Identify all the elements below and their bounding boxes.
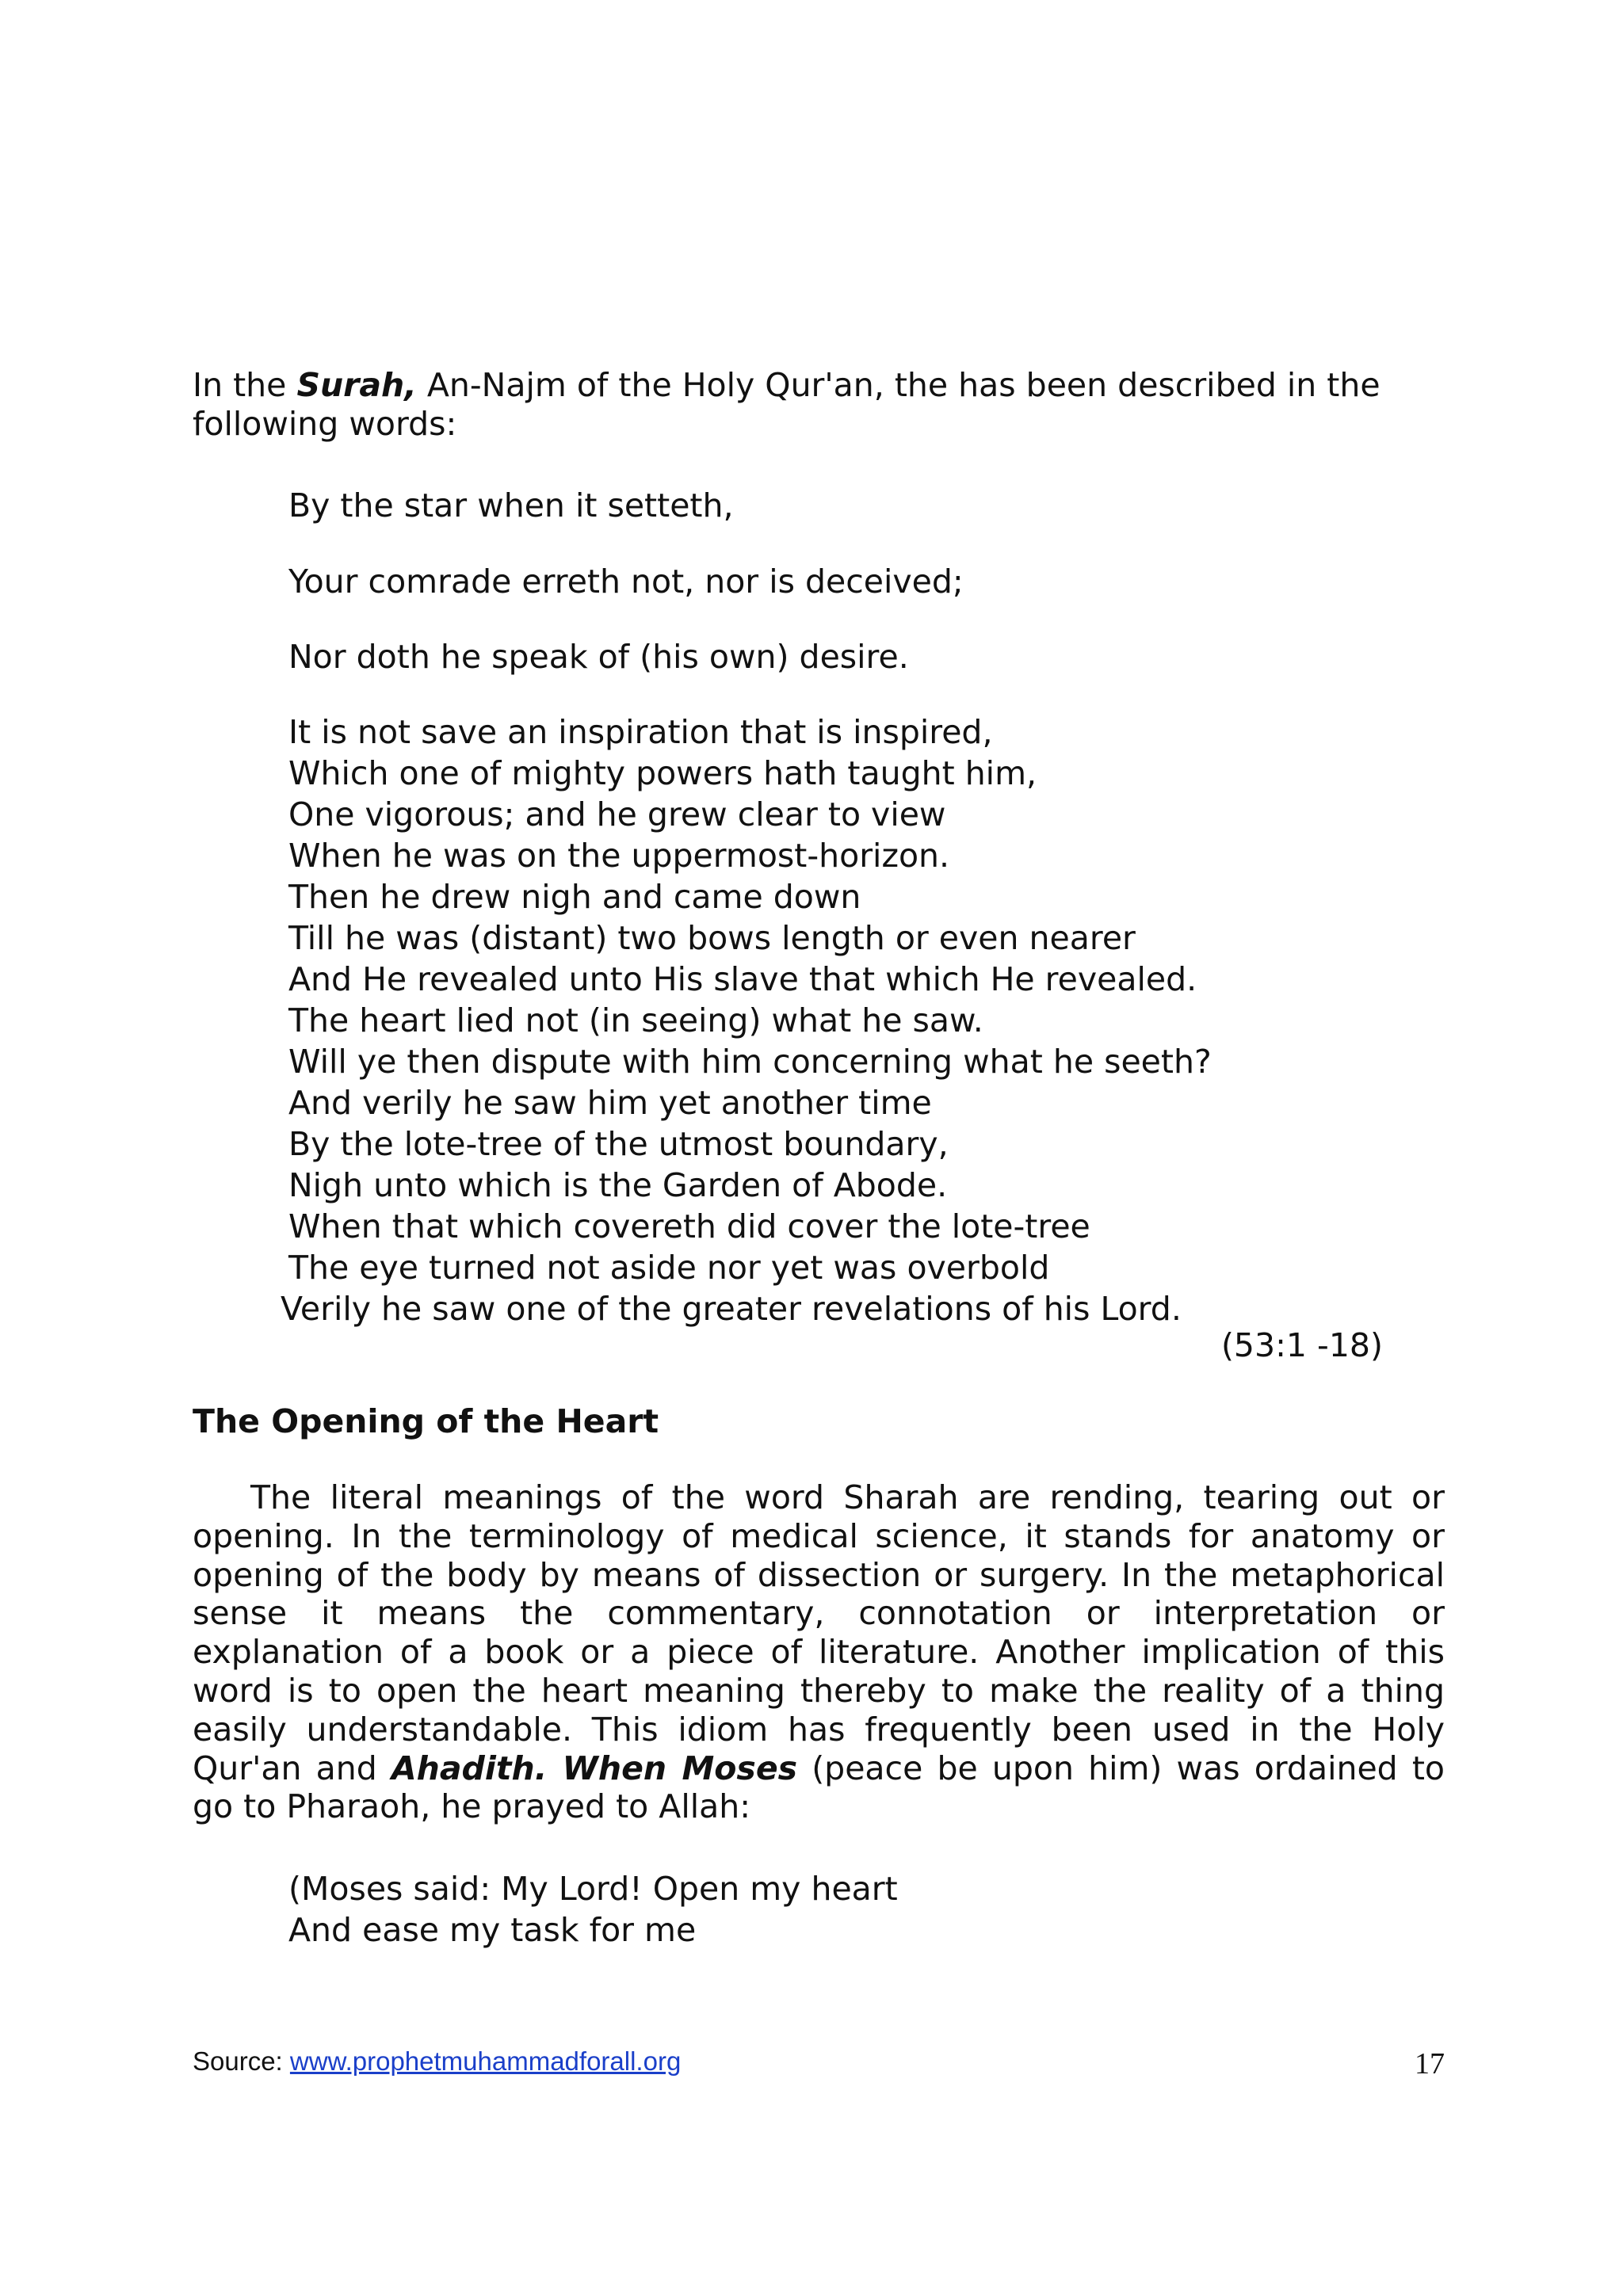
paragraph-emphasis: Ahadith. When Moses	[391, 1749, 798, 1787]
quote-line: (Moses said: My Lord! Open my heart	[288, 1870, 898, 1908]
verse-line: When that which covereth did cover the lote-tree	[288, 1207, 1090, 1245]
verse-line: By the star when it setteth,	[288, 486, 734, 524]
intro-paragraph	[193, 366, 1445, 444]
surah-term: Surah,	[296, 366, 417, 404]
verse-line: The heart lied not (in seeing) what he saw.	[288, 1001, 983, 1039]
verse-line: Your comrade erreth not, nor is deceived;	[288, 563, 964, 601]
verse-line: By the lote-tree of the utmost boundary,	[288, 1125, 949, 1163]
intro-prefix: In the	[193, 366, 297, 404]
body-paragraph	[193, 1478, 1445, 1826]
verse-line: And verily he saw him yet another time	[288, 1084, 932, 1122]
page-number: 17	[1415, 2047, 1445, 2081]
verse-line: Will ye then dispute with him concerning what he seeth?	[288, 1043, 1212, 1081]
section-heading: The Opening of the Heart	[193, 1402, 659, 1440]
moses-quote	[288, 1868, 898, 1951]
verse-line: Which one of mighty powers hath taught him,	[288, 754, 1037, 792]
verse-line: One vigorous; and he grew clear to view	[288, 795, 946, 833]
quote-line: And ease my task for me	[288, 1911, 697, 1949]
verse-line: Verily he saw one of the greater revelations of his Lord.	[281, 1290, 1182, 1328]
verse-line: When he was on the uppermost-horizon.	[288, 837, 950, 875]
verse-block	[281, 711, 1212, 1329]
source-label: Source:	[193, 2046, 290, 2076]
source-credit	[193, 2044, 681, 2079]
intro-rest: An-Najm of the Holy Qur'an, the has been described in the following words:	[193, 366, 1381, 443]
verse-line: Nigh unto which is the Garden of Abode.	[288, 1166, 948, 1204]
verse-line: It is not save an inspiration that is inspired,	[288, 713, 993, 751]
source-link[interactable]: www.prophetmuhammadforall.org	[289, 2046, 682, 2076]
verse-line: And He revealed unto His slave that which He revealed.	[288, 960, 1197, 998]
verse-reference: (53:1 -18)	[1220, 1326, 1383, 1364]
verse-line: Then he drew nigh and came down	[288, 878, 861, 916]
paragraph-part1: The literal meanings of the word Sharah are rending, tearing out or opening. In the terminology of medical science, it stands for anatomy or opening of the body by means of dissection or surgery. In the metaphorical sense it means the commentary, connotation or interpretation or explanation of a book or a piece of literature. Another implication of this word is to open the heart meaning thereby to make the reality of a thing easily understandable. This idiom has frequently been used in the Holy Qur'an and	[193, 1478, 1445, 1787]
verse-line: Till he was (distant) two bows length or even nearer	[288, 919, 1136, 957]
page-footer	[193, 2044, 1445, 2084]
verse-line: Nor doth he speak of (his own) desire.	[288, 638, 909, 676]
paragraph-part2: (peace be upon him) was ordained to go to Pharaoh, he prayed to Allah:	[193, 1749, 1445, 1826]
verse-line: The eye turned not aside nor yet was overbold	[288, 1249, 1050, 1287]
